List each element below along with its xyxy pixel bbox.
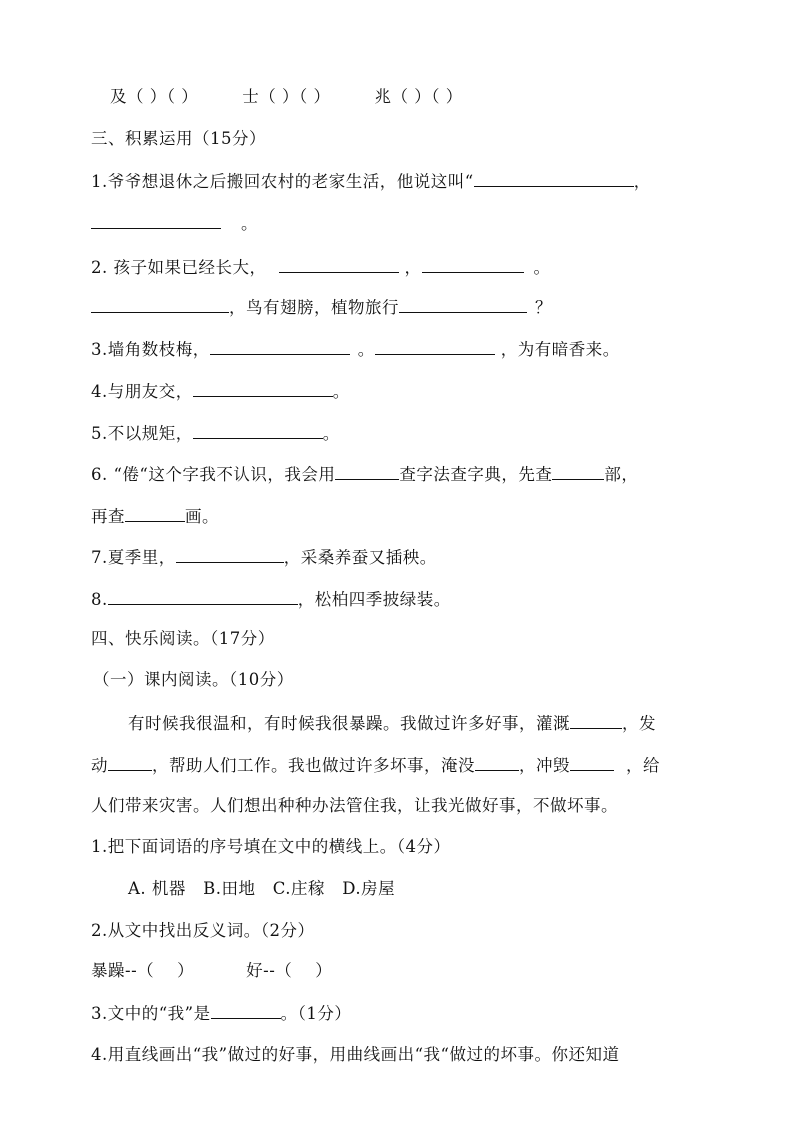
question-5-end: 。 bbox=[322, 424, 340, 443]
question-1-comma: ， bbox=[633, 172, 651, 191]
question-8-text-2: ，松柏四季披绿装。 bbox=[297, 590, 451, 609]
passage-text: 动 bbox=[91, 756, 108, 775]
question-6-text-2: 查字法查字典，先查 bbox=[399, 465, 553, 484]
answer-blank[interactable] bbox=[210, 338, 350, 355]
question-3-text: 3.墙角数枝梅， bbox=[91, 340, 210, 359]
question-2-text: 2. 孩子如果已经长大， bbox=[91, 258, 267, 277]
reading-question-3 bbox=[91, 1002, 351, 1025]
question-6-text-3: 部， bbox=[604, 465, 639, 484]
word-options: A. 机器 B.田地 C.庄稼 D.房屋 bbox=[128, 879, 396, 898]
question-1 bbox=[91, 170, 651, 193]
passage-text: ，给 bbox=[626, 756, 660, 775]
question-2-period: 。 bbox=[533, 258, 551, 277]
question-5 bbox=[91, 422, 340, 445]
answer-blank[interactable] bbox=[570, 712, 622, 729]
question-2-qmark: ？ bbox=[535, 298, 552, 317]
passage-text: 有时候我很温和，有时候我很暴躁。我做过许多好事，灌溉 bbox=[128, 714, 570, 733]
answer-blank[interactable] bbox=[211, 1002, 281, 1019]
passage-text: ，帮助人们工作。我也做过许多坏事，淹没 bbox=[152, 756, 475, 775]
answer-blank[interactable] bbox=[193, 380, 333, 397]
question-3-period: 。 bbox=[357, 340, 375, 359]
question-6-end: 画。 bbox=[185, 507, 219, 526]
reading-question-4: 4.用直线画出“我”做过的好事，用曲线画出“我“做过的坏事。你还知道 bbox=[91, 1045, 620, 1064]
answer-blank[interactable] bbox=[375, 338, 495, 355]
antonym-1: 暴躁--（ ） bbox=[91, 961, 195, 980]
question-2-comma: ， bbox=[404, 258, 422, 277]
question-1-text: 1.爷爷想退休之后搬回农村的老家生活，他说这叫“ bbox=[91, 172, 474, 191]
question-2-cont bbox=[91, 296, 552, 319]
reading-question-3-text: 3.文中的“我”是 bbox=[91, 1004, 211, 1023]
question-5-text: 5.不以规矩， bbox=[91, 424, 193, 443]
section-3-title: 三、积累运用（15分） bbox=[91, 129, 266, 148]
answer-blank[interactable] bbox=[335, 463, 399, 480]
passage-line-2 bbox=[91, 754, 660, 777]
question-1-end: 。 bbox=[241, 214, 258, 233]
answer-blank[interactable] bbox=[279, 256, 399, 273]
question-6-cont bbox=[91, 505, 219, 528]
question-6-text: 6. “倦“这个字我不认识，我会用 bbox=[91, 465, 336, 484]
question-6-text-4: 再查 bbox=[91, 507, 125, 526]
question-4-text: 4.与朋友交， bbox=[91, 382, 193, 401]
char-item-shi: 士（ ）（ ） bbox=[242, 87, 331, 106]
answer-blank[interactable] bbox=[570, 754, 614, 771]
question-1-cont bbox=[91, 212, 258, 235]
answer-blank[interactable] bbox=[399, 296, 527, 313]
answer-blank[interactable] bbox=[475, 754, 519, 771]
answer-blank[interactable] bbox=[552, 463, 604, 480]
question-4-end: 。 bbox=[332, 382, 350, 401]
passage-text: ，发 bbox=[622, 714, 656, 733]
question-7-text: 7.夏季里， bbox=[91, 548, 176, 567]
answer-blank[interactable] bbox=[91, 296, 229, 313]
char-item-ji: 及（ ）（ ） bbox=[110, 87, 199, 106]
answer-blank[interactable] bbox=[422, 256, 524, 273]
reading-question-1: 1.把下面词语的序号填在文中的横线上。（4分） bbox=[91, 837, 451, 856]
answer-blank[interactable] bbox=[474, 170, 634, 187]
question-4 bbox=[91, 380, 350, 403]
question-6 bbox=[91, 463, 638, 486]
answer-blank[interactable] bbox=[108, 588, 298, 605]
question-3 bbox=[91, 338, 620, 361]
answer-blank[interactable] bbox=[193, 422, 323, 439]
subsection-1-title: （一）课内阅读。（10分） bbox=[93, 670, 294, 689]
char-item-zhao: 兆（ ）（ ） bbox=[374, 87, 463, 106]
question-3-text-2: ，为有暗香来。 bbox=[500, 340, 620, 359]
section-4-title: 四、快乐阅读。（17分） bbox=[91, 629, 275, 648]
question-7-text-2: ，采桑养蚕又插秧。 bbox=[283, 548, 437, 567]
answer-blank[interactable] bbox=[91, 212, 221, 229]
question-2 bbox=[91, 256, 551, 279]
answer-blank[interactable] bbox=[108, 754, 152, 771]
antonym-row bbox=[91, 960, 332, 982]
passage-text: ，冲毁 bbox=[519, 756, 570, 775]
antonym-2: 好--（ ） bbox=[246, 961, 333, 980]
answer-blank[interactable] bbox=[125, 505, 185, 522]
reading-question-3-end: 。（1分） bbox=[280, 1004, 352, 1023]
question-2-text-2: ，鸟有翅膀，植物旅行 bbox=[229, 298, 399, 317]
reading-question-2: 2.从文中找出反义词。（2分） bbox=[91, 921, 315, 940]
question-8-text: 8. bbox=[91, 590, 108, 609]
passage-line-1 bbox=[128, 712, 656, 735]
passage-line-3: 人们带来灾害。人们想出种种办法管住我，让我光做好事，不做坏事。 bbox=[91, 796, 618, 815]
answer-blank[interactable] bbox=[176, 546, 284, 563]
question-7 bbox=[91, 546, 437, 569]
question-8 bbox=[91, 588, 451, 611]
char-row bbox=[110, 86, 463, 108]
